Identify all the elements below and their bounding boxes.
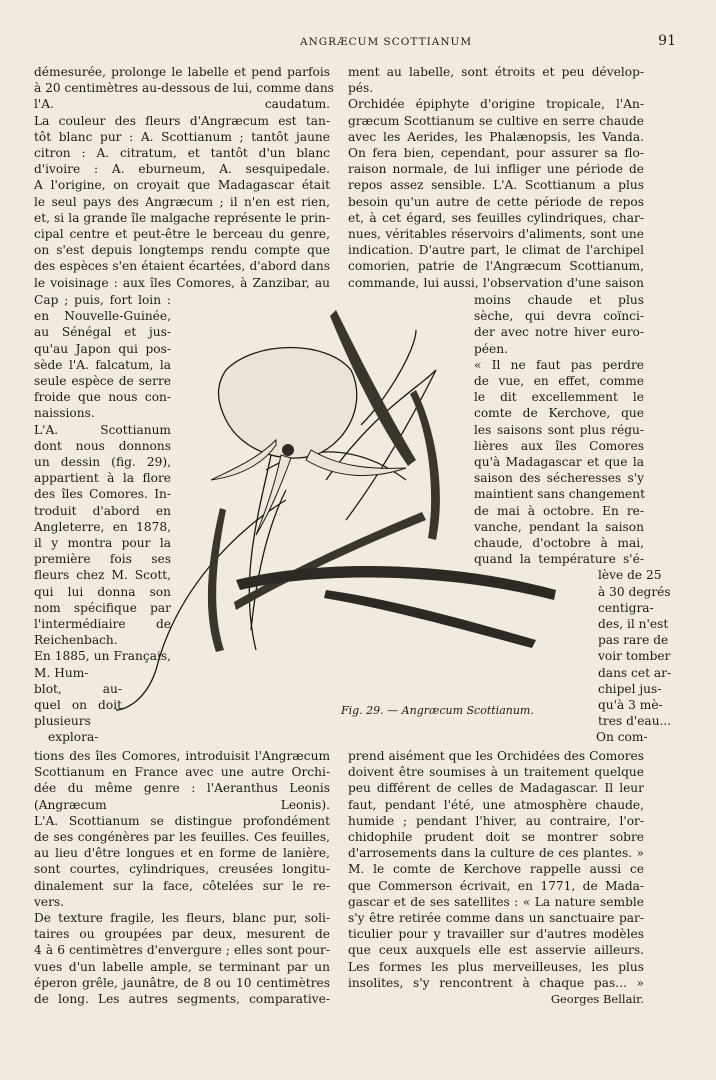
text-line: sont courtes, cylindriques, creusées longitu- xyxy=(34,862,330,877)
text-line: sède l'A. falcatum, la xyxy=(34,357,171,372)
text-line: blot, au- xyxy=(34,681,122,696)
text-line: explora- xyxy=(48,730,99,745)
text-line: L'A. Scottianum xyxy=(34,422,171,437)
text-line: maintient sans changement xyxy=(474,487,646,502)
text-line: lève de 25 xyxy=(598,568,662,583)
text-line: troduit d'abord en xyxy=(34,503,171,518)
text-line: citron : A. citratum, et tantôt d'un blanc xyxy=(34,146,330,160)
text-line: tions des îles Comores, introduisit l'Angræcum xyxy=(34,749,330,763)
text-line: ticulier pour y travailler sur d'autres modèles xyxy=(348,927,644,942)
text-line: les saisons sont plus régu- xyxy=(474,422,644,437)
text-line: chipel jus- xyxy=(598,681,662,696)
text-line: ment au labelle, sont étroits et peu dévelop- xyxy=(348,65,644,79)
text-line: à 20 centimètres au-dessous de lui, comme dans xyxy=(34,81,334,96)
text-line: que ceux auxquels elle est asservie ailleurs. xyxy=(348,943,644,958)
text-line: saison des sécheresses s'y xyxy=(474,471,644,486)
text-line: comorien, patrie de l'Angræcum Scottianum, xyxy=(348,259,644,274)
text-line: démesurée, prolonge le labelle et pend parfois xyxy=(34,65,330,79)
text-line: A l'origine, on croyait que Madagascar était xyxy=(34,178,330,193)
text-line: moins chaude et plus xyxy=(474,293,644,307)
text-line: De texture fragile, les fleurs, blanc pur, soli- xyxy=(34,911,330,925)
text-line: plusieurs xyxy=(34,714,91,729)
text-line: des îles Comores. In- xyxy=(34,487,171,502)
text-line: qui lui donna son xyxy=(34,584,171,599)
text-line: Angleterre, en 1878, xyxy=(34,519,171,534)
text-line: chidophile prudent doit se montrer sobre xyxy=(348,830,644,844)
running-title: ANGRÆCUM SCOTTIANUM xyxy=(300,36,473,48)
text-line: qu'à Madagascar et que la xyxy=(474,455,644,469)
text-line: à 30 degrés xyxy=(598,584,671,599)
text-line: Reichenbach. xyxy=(34,633,118,648)
text-line: il y montra pour la xyxy=(34,536,171,550)
text-line: faut, pendant l'été, une atmosphère chaude, xyxy=(348,797,644,812)
text-line: quand la température s'é- xyxy=(474,552,644,567)
figure-caption: Fig. 29. — Angræcum Scottianum. xyxy=(341,704,534,717)
text-line: d'arrosements dans la culture de ces plantes. » xyxy=(348,846,644,861)
text-line: (Angræcum Leonis). xyxy=(34,797,330,812)
text-line: vers. xyxy=(34,894,65,909)
text-line: tôt blanc pur : A. Scottianum ; tantôt jaune xyxy=(34,129,330,144)
text-line: comte de Kerchove, que xyxy=(474,406,644,421)
text-line: Les formes les plus merveilleuses, les plus xyxy=(348,959,644,974)
text-line: voir tomber xyxy=(598,649,671,664)
text-line: dans cet ar- xyxy=(598,665,672,680)
text-line: fleurs chez M. Scott, xyxy=(34,568,171,583)
text-line: « Il ne faut pas perdre xyxy=(474,357,644,372)
page-header xyxy=(40,33,676,54)
text-line: 4 à 6 centimètres d'envergure ; elles sont pour- xyxy=(34,943,330,958)
text-line: d'ivoire : A. eburneum, A. sesquipedale. xyxy=(34,162,330,177)
text-line: et, à cet égard, ses feuilles cylindriques, char- xyxy=(348,210,644,225)
text-line: M. Hum- xyxy=(34,665,89,680)
text-line: besoin qu'un autre de cette période de repos xyxy=(348,194,644,209)
text-line: nom spécifique par xyxy=(34,600,171,615)
text-line: au lieu d'être longues et en forme de lanière, xyxy=(34,846,330,861)
text-line: Scottianum en France avec une autre Orchi- xyxy=(34,765,330,780)
page-number: 91 xyxy=(658,33,676,49)
text-line: On com- xyxy=(596,730,648,745)
text-line: un dessin (fig. 29), xyxy=(34,455,171,469)
text-line: der avec notre hiver euro- xyxy=(474,325,644,340)
text-line: l'intermédiaire de xyxy=(34,617,171,631)
text-line: qu'au Japon qui pos- xyxy=(34,341,171,356)
text-line: éperon grêle, jaunâtre, de 8 ou 10 centimètres xyxy=(34,975,330,990)
text-line: commande, lui aussi, l'observation d'une saison xyxy=(348,275,644,290)
text-line: dée du même genre : l'Aeranthus Leonis xyxy=(34,781,330,796)
text-line: pas rare de xyxy=(598,633,669,648)
text-line: Cap ; puis, fort loin : xyxy=(34,293,171,307)
text-line: En 1885, un Français, xyxy=(34,649,171,664)
text-line: seule espèce de serre xyxy=(34,374,171,388)
text-line: des espèces s'en étaient écartées, d'abord dans xyxy=(34,259,330,274)
text-line: centigra- xyxy=(598,600,654,615)
text-line: Orchidée épiphyte d'origine tropicale, l'An- xyxy=(348,97,644,112)
text-line: de mai à octobre. En re- xyxy=(474,503,644,518)
text-line: vanche, pendant la saison xyxy=(474,519,644,534)
text-line: qu'à 3 mè- xyxy=(598,698,663,712)
text-line: en Nouvelle-Guinée, xyxy=(34,309,171,324)
text-line: La couleur des fleurs d'Angræcum est tan- xyxy=(34,113,330,128)
text-line: des, il n'est xyxy=(598,617,669,631)
text-line: et, si la grande île malgache représente le prin- xyxy=(34,210,330,225)
text-line: naissions. xyxy=(34,406,95,421)
text-line: vues d'un labelle ample, se terminant par un xyxy=(34,959,330,974)
text-line: indication. D'autre part, le climat de l'archipel xyxy=(348,243,644,258)
text-line: prend aisément que les Orchidées des Comores xyxy=(348,749,644,763)
text-line: taires ou groupées par deux, mesurent de xyxy=(34,927,330,942)
text-line: doivent être soumises à un traitement quelque xyxy=(348,765,644,780)
text-line: péen. xyxy=(474,341,508,356)
text-line: cipal centre et peut-être le berceau du genre, xyxy=(34,227,330,241)
text-line: de ses congénères par les feuilles. Ces feuilles, xyxy=(34,830,330,844)
text-line: dont nous donnons xyxy=(34,438,171,453)
text-line: lières aux îles Comores xyxy=(474,438,644,453)
text-line: l'A. caudatum. xyxy=(34,97,330,112)
author-signature: Georges Bellair. xyxy=(550,992,644,1006)
text-line: froide que nous con- xyxy=(34,390,171,405)
text-line: pés. xyxy=(348,81,374,96)
text-line: quel on doit xyxy=(34,698,122,712)
text-line: le seul pays des Angræcum ; il n'en est rien, xyxy=(34,194,330,209)
text-line: le voisinage : aux îles Comores, à Zanzibar, au xyxy=(34,275,330,290)
orchid-illustration xyxy=(116,290,588,720)
text-line: raison normale, de lui infliger une période de xyxy=(348,162,644,177)
text-line: M. le comte de Kerchove rappelle aussi ce xyxy=(348,862,644,877)
text-line: repos assez sensible. L'A. Scottianum a plus xyxy=(348,178,644,193)
text-line: de vue, en effet, comme xyxy=(474,374,644,388)
text-line: peu différent de celles de Madagascar. Il leur xyxy=(348,781,644,796)
text-line: humide ; pendant l'hiver, au contraire, l'or- xyxy=(348,813,644,828)
text-line: dinalement sur la face, côtelées sur le re- xyxy=(34,878,330,893)
text-line: On fera bien, cependant, pour assurer sa flo- xyxy=(348,146,644,160)
text-line: gascar et de ses satellites : « La nature semble xyxy=(348,894,644,909)
text-line: græcum Scottianum se cultive en serre chaude xyxy=(348,113,644,128)
text-line: de long. Les autres segments, comparative- xyxy=(34,992,330,1006)
text-line: insolites, s'y rencontrent à chaque pas... » xyxy=(348,975,644,990)
text-line: tres d'eau... xyxy=(598,714,672,729)
text-line: au Sénégal et jus- xyxy=(34,325,171,340)
text-line: nues, véritables réservoirs d'aliments, sont une xyxy=(348,227,644,241)
text-line: que Commerson écrivait, en 1771, de Mada- xyxy=(348,878,644,893)
text-line: L'A. Scottianum se distingue profondément xyxy=(34,813,330,828)
text-line: avec les Aerides, les Phalænopsis, les Vanda. xyxy=(348,129,644,144)
text-line: chaude, d'octobre à mai, xyxy=(474,536,644,550)
text-line: on s'est depuis longtemps rendu compte que xyxy=(34,243,330,258)
text-line: première fois ses xyxy=(34,552,171,567)
text-line: s'y être retirée comme dans un sanctuaire par- xyxy=(348,911,644,925)
text-line: le dit excellemment le xyxy=(474,390,644,405)
text-line: sèche, qui devra coïnci- xyxy=(474,309,644,324)
text-line: appartient à la flore xyxy=(34,471,171,486)
